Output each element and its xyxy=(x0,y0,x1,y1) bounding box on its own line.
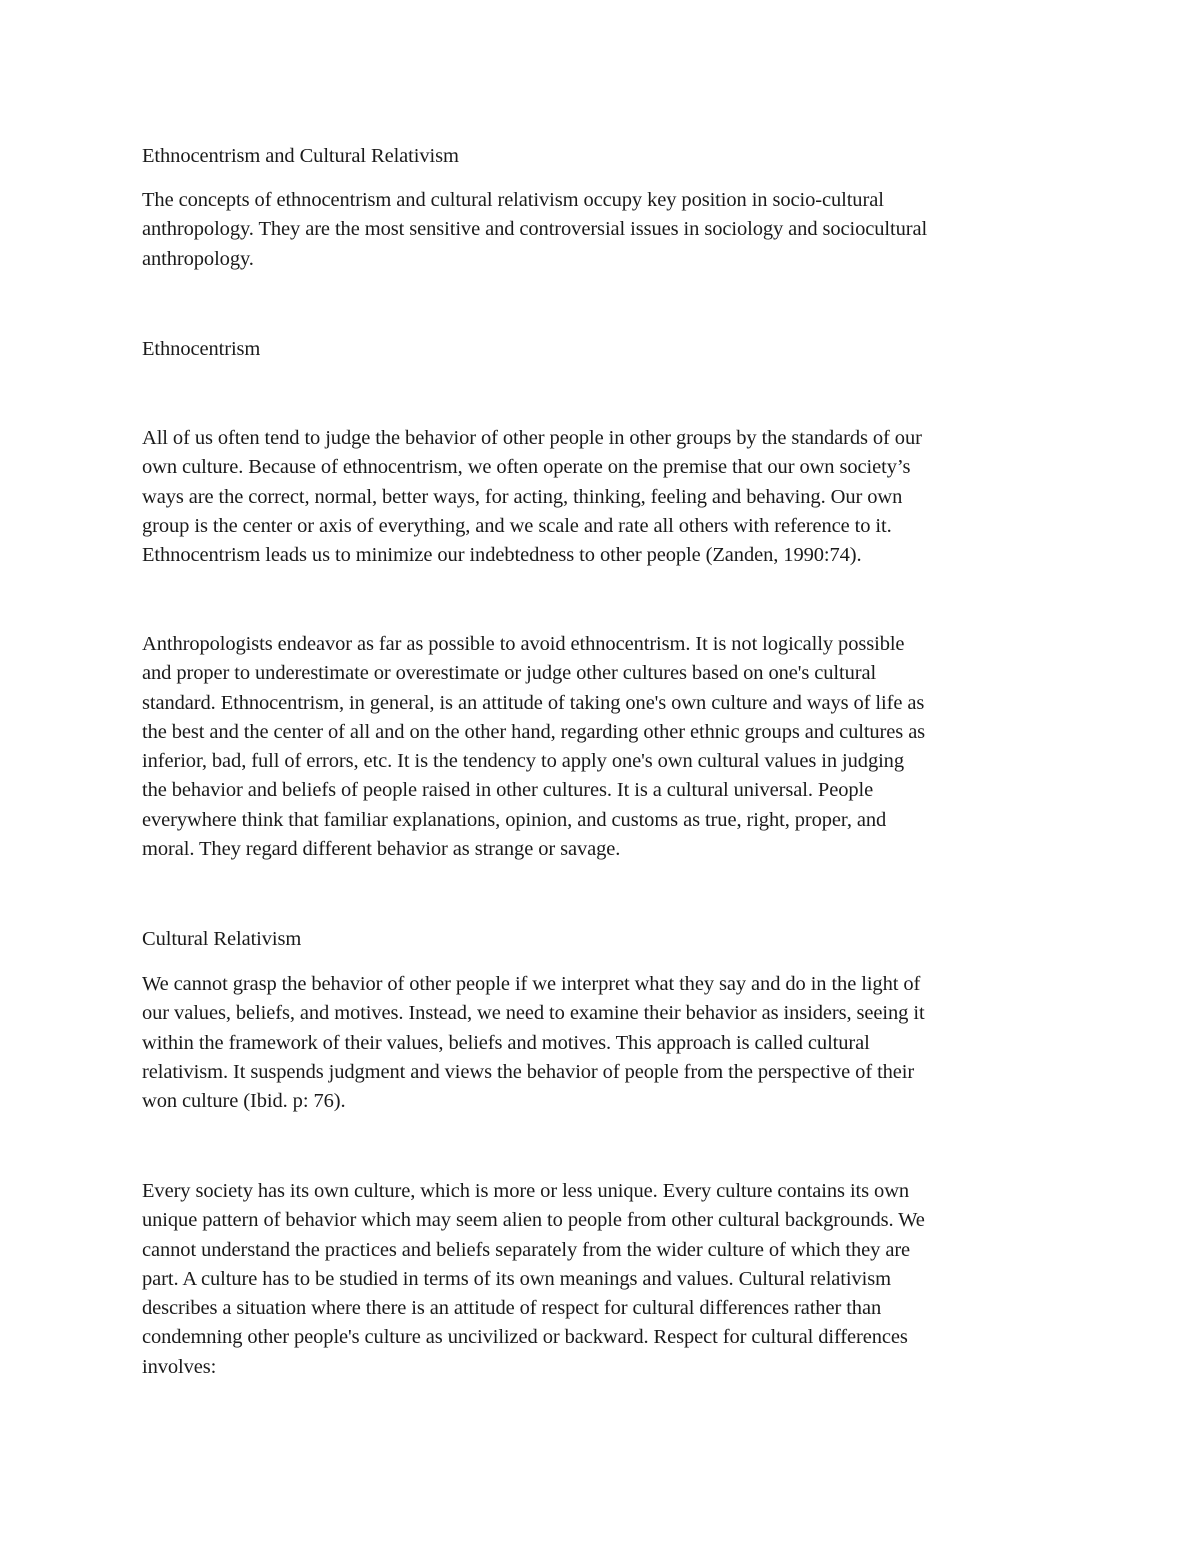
paragraph-line: describes a situation where there is an attitude of respect for cultural differences rather than xyxy=(142,1297,882,1320)
paragraph-line: everywhere think that familiar explanations, opinion, and customs as true, right, proper, and xyxy=(142,808,887,831)
paragraph-line: anthropology. They are the most sensitive and controversial issues in sociology and sociocultural xyxy=(142,218,928,241)
relativism-paragraph-1 xyxy=(142,970,1062,1116)
paragraph-line: relativism. It suspends judgment and views the behavior of people from the perspective of their xyxy=(142,1060,915,1083)
paragraph-line: within the framework of their values, beliefs and motives. This approach is called cultural xyxy=(142,1031,870,1054)
paragraph-line: Anthropologists endeavor as far as possible to avoid ethnocentrism. It is not logically possible xyxy=(142,633,905,655)
paragraph-line: unique pattern of behavior which may seem alien to people from other cultural backgrounds. We xyxy=(142,1209,925,1232)
paragraph-line: won culture (Ibid. p: 76). xyxy=(142,1090,346,1113)
section-heading-ethnocentrism xyxy=(142,335,1062,364)
paragraph-line: We cannot grasp the behavior of other people if we interpret what they say and do in the light of xyxy=(142,973,921,995)
paragraph-line: own culture. Because of ethnocentrism, we often operate on the premise that our own society’s xyxy=(142,456,911,479)
paragraph-line: involves: xyxy=(142,1355,217,1378)
paragraph-line: ways are the correct, normal, better ways, for acting, thinking, feeling and behaving. Our own xyxy=(142,485,903,508)
paragraph-line: Every society has its own culture, which is more or less unique. Every culture contains its own xyxy=(142,1180,910,1202)
heading-line: Ethnocentrism xyxy=(142,338,261,360)
paragraph-line: standard. Ethnocentrism, in general, is an attitude of taking one's own culture and ways of life as xyxy=(142,691,925,714)
paragraph-line: Ethnocentrism leads us to minimize our indebtedness to other people (Zanden, 1990:74). xyxy=(142,544,862,567)
paragraph-line: condemning other people's culture as uncivilized or backward. Respect for cultural differences xyxy=(142,1326,908,1349)
ethnocentrism-paragraph-2 xyxy=(142,630,1062,864)
paragraph-line: part. A culture has to be studied in terms of its own meanings and values. Cultural relativism xyxy=(142,1267,891,1290)
title-line: Ethnocentrism and Cultural Relativism xyxy=(142,145,459,167)
paragraph-line: cannot understand the practices and beliefs separately from the wider culture of which they are xyxy=(142,1238,911,1261)
section-heading-cultural-relativism xyxy=(142,925,1062,954)
ethnocentrism-paragraph-1 xyxy=(142,424,1062,570)
paragraph-line: The concepts of ethnocentrism and cultural relativism occupy key position in socio-cultural xyxy=(142,189,884,211)
paragraph-line: moral. They regard different behavior as strange or savage. xyxy=(142,838,621,861)
paragraph-line: and proper to underestimate or overestimate or judge other cultures based on one's cultural xyxy=(142,662,877,685)
relativism-paragraph-2 xyxy=(142,1177,1062,1382)
heading-line: Cultural Relativism xyxy=(142,928,302,950)
document-title xyxy=(142,142,1062,171)
paragraph-line: All of us often tend to judge the behavior of other people in other groups by the standards of our xyxy=(142,427,922,449)
paragraph-line: group is the center or axis of everything, and we scale and rate all others with reference to it. xyxy=(142,514,892,537)
paragraph-line: anthropology. xyxy=(142,247,254,270)
paragraph-line: inferior, bad, full of errors, etc. It is the tendency to apply one's own cultural values in judging xyxy=(142,750,904,773)
paragraph-line: the behavior and beliefs of people raised in other cultures. It is a cultural universal. People xyxy=(142,779,874,802)
intro-paragraph xyxy=(142,186,1062,274)
paragraph-line: the best and the center of all and on the other hand, regarding other ethnic groups and cultures as xyxy=(142,720,926,743)
paragraph-line: our values, beliefs, and motives. Instead, we need to examine their behavior as insiders, seeing it xyxy=(142,1002,925,1025)
